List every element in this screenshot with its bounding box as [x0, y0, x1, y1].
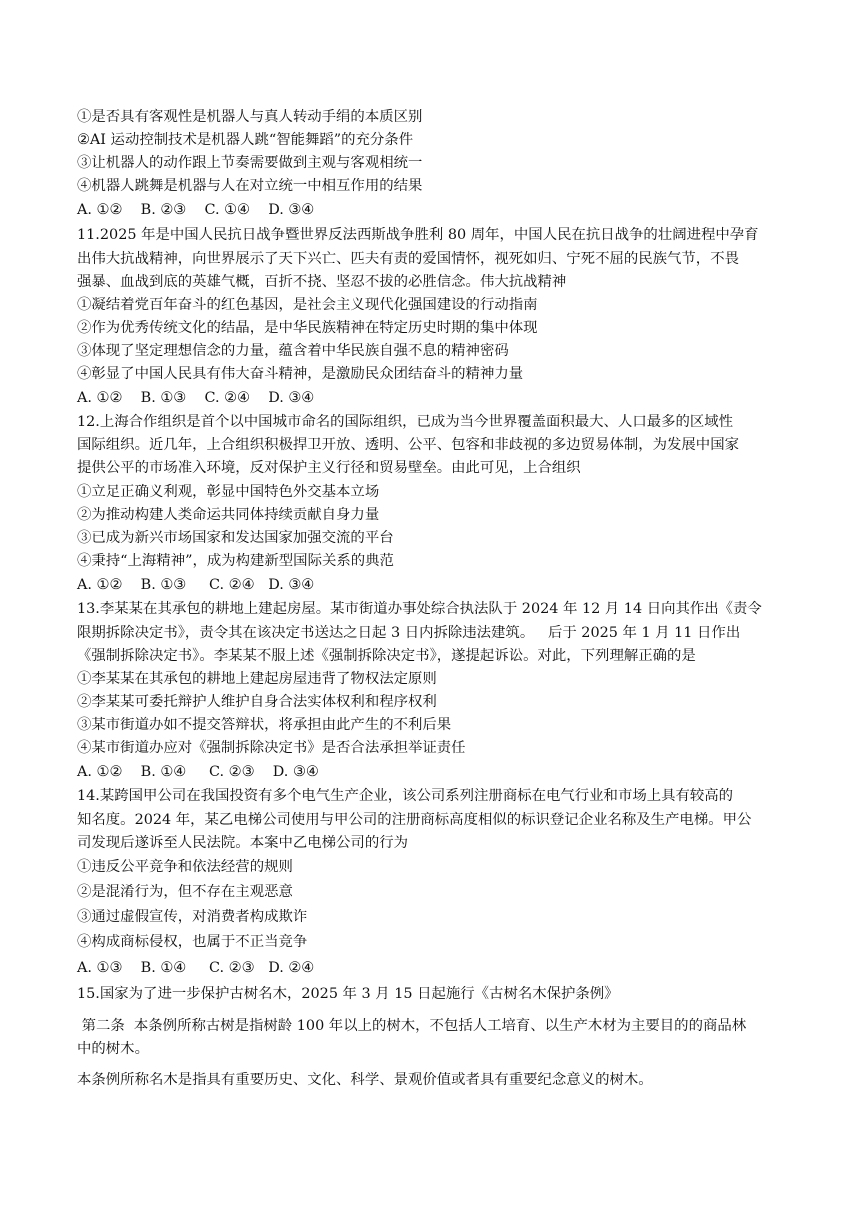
q14-options: A. ①③ B. ①④ C. ②③ D. ②④ [77, 960, 315, 976]
q15-article-line-3: 本条例所称名木是指具有重要历史、文化、科学、景观价值或者具有重要纪念意义的树木。 [77, 1072, 653, 1088]
q15-article-line-2: 中的树木。 [77, 1041, 149, 1057]
q11-stem-line-1: 11.2025 年是中国人民抗日战争暨世界反法西斯战争胜利 80 周年，中国人民在抗日战争的壮阔进程中孕育 [77, 227, 759, 243]
q10-item-2: ②AI 运动控制技术是机器人跳“智能舞蹈”的充分条件 [77, 132, 414, 148]
q14-item-1: ①违反公平竞争和依法经营的规则 [77, 859, 293, 875]
q14-item-4: ④构成商标侵权，也属于不正当竞争 [77, 934, 308, 950]
q13-options: A. ①② B. ①④ C. ②③ D. ③④ [77, 764, 319, 780]
q14-stem-line-1: 14.某跨国甲公司在我国投资有多个电气生产企业，该公司系列注册商标在电气行业和市场上具有较高的 [77, 788, 734, 804]
q10-options: A. ①② B. ②③ C. ①④ D. ③④ [77, 202, 315, 218]
q12-options: A. ①② B. ①③ C. ②④ D. ③④ [77, 577, 315, 593]
q11-stem-line-3: 强暴、血战到底的英雄气概，百折不挠、坚忍不拔的必胜信念。伟大抗战精神 [77, 274, 567, 290]
q13-stem-line-2: 限期拆除决定书》，责令其在该决定书送达之日起 3 日内拆除违法建筑。 后于 2025 年 1 月 11 日作出 [77, 625, 741, 641]
q12-item-3: ③已成为新兴市场国家和发达国家加强交流的平台 [77, 530, 394, 546]
q12-stem-line-1: 12.上海合作组织是首个以中国城市命名的国际组织，已成为当今世界覆盖面积最大、人口最多的区域性 [77, 414, 734, 430]
q11-options: A. ①② B. ①③ C. ②④ D. ③④ [77, 390, 315, 406]
q11-stem-line-2: 出伟大抗战精神，向世界展示了天下兴亡、匹夫有责的爱国情怀，视死如归、宁死不屈的民族气节，不畏 [77, 251, 739, 267]
q14-item-2: ②是混淆行为，但不存在主观恶意 [77, 884, 293, 900]
q12-stem-line-3: 提供公平的市场准入环境，反对保护主义行径和贸易壁垒。由此可见，上合组织 [77, 460, 581, 476]
q10-item-1: ①是否具有客观性是机器人与真人转动手绢的本质区别 [77, 109, 423, 125]
q13-item-1: ①李某某在其承包的耕地上建起房屋违背了物权法定原则 [77, 671, 437, 687]
q13-stem-line-3: 《强制拆除决定书》。李某某不服上述《强制拆除决定书》，遂提起诉讼。对此，下列理解正确的是 [77, 648, 696, 664]
q13-item-4: ④某市街道办应对《强制拆除决定书》是否合法承担举证责任 [77, 740, 466, 756]
q15-article-line-1: 第二条 本条例所称古树是指树龄 100 年以上的树木，不包括人工培育、以生产木材为主要目的的商品林 [77, 1018, 747, 1034]
q13-item-3: ③某市街道办如不提交答辩状，将承担由此产生的不利后果 [77, 717, 452, 733]
q14-stem-line-2: 知名度。2024 年，某乙电梯公司使用与甲公司的注册商标高度相似的标识登记企业名称及生产电梯。甲公 [77, 812, 752, 828]
q11-item-1: ①凝结着党百年奋斗的红色基因，是社会主义现代化强国建设的行动指南 [77, 297, 538, 313]
q13-item-2: ②李某某可委托辩护人维护自身合法实体权利和程序权利 [77, 694, 437, 710]
q13-stem-line-1: 13.李某某在其承包的耕地上建起房屋。某市街道办事处综合执法队于 2024 年 12 月 14 日向其作出《责令 [77, 601, 762, 617]
q12-stem-line-2: 国际组织。近几年，上合组织积极捍卫开放、透明、公平、包容和非歧视的多边贸易体制，为发展中国家 [77, 437, 739, 453]
q15-stem-line-1: 15.国家为了进一步保护古树名木，2025 年 3 月 15 日起施行《古树名木保护条例》 [77, 986, 619, 1002]
q12-item-4: ④秉持“上海精神”，成为构建新型国际关系的典范 [77, 553, 394, 569]
q12-item-2: ②为推动构建人类命运共同体持续贡献自身力量 [77, 507, 380, 523]
q11-item-2: ②作为优秀传统文化的结晶，是中华民族精神在特定历史时期的集中体现 [77, 320, 538, 336]
q12-item-1: ①立足正确义利观，彰显中国特色外交基本立场 [77, 484, 380, 500]
q10-item-4: ④机器人跳舞是机器与人在对立统一中相互作用的结果 [77, 178, 423, 194]
q10-item-3: ③让机器人的动作跟上节奏需要做到主观与客观相统一 [77, 155, 423, 171]
q14-stem-line-3: 司发现后遂诉至人民法院。本案中乙电梯公司的行为 [77, 835, 408, 851]
q11-item-3: ③体现了坚定理想信念的力量，蕴含着中华民族自强不息的精神密码 [77, 343, 509, 359]
q14-item-3: ③通过虚假宣传，对消费者构成欺诈 [77, 909, 308, 925]
q11-item-4: ④彰显了中国人民具有伟大奋斗精神，是激励民众团结奋斗的精神力量 [77, 366, 524, 382]
